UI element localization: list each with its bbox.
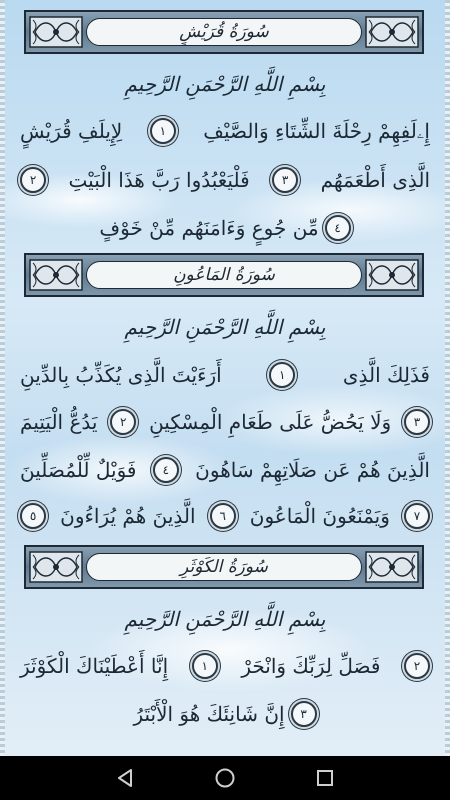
verse-text: فَوَيْلٌ لِّلْمُصَلِّينَ: [20, 458, 137, 482]
verse-line: [20, 452, 430, 488]
verse-line: [20, 113, 430, 149]
verse-text: الَّذِينَ هُمْ عَن صَلَاتِهِمْ سَاهُونَ: [195, 458, 430, 482]
verse-text: لِإِيلَفِ قُرَيْشٍ: [20, 119, 123, 143]
home-icon[interactable]: [214, 767, 236, 789]
ayah-number-marker[interactable]: ٢: [110, 409, 136, 435]
verse-text: الَّذِينَ هُمْ يُرَاءُونَ: [60, 504, 196, 528]
basmala: بِسْمِ اللَّهِ الرَّحْمَنِ الرَّحِيمِ: [124, 72, 326, 96]
ayah-number-marker[interactable]: ٢: [20, 167, 46, 193]
verse-line: [20, 162, 430, 198]
ayah-number-marker[interactable]: ٤: [325, 215, 351, 241]
verse-line: [20, 648, 430, 684]
verse-text: وَلَا يَحُضُّ عَلَى طَعَامِ الْمِسْكِينِ: [149, 410, 392, 434]
android-navigation-bar: [0, 756, 450, 800]
verse-text: مِّن جُوعٍ وَءَامَنَهُم مِّنْ خَوْفٍ: [99, 216, 319, 240]
surah-title: سُورَةُ قُرَيْشٍ: [179, 22, 269, 42]
header-ornament: [365, 551, 419, 583]
surah-title: سُورَةُ المَاعُونِ: [173, 265, 275, 285]
verse-line: [20, 357, 430, 393]
verse-text: فَصَلِّ لِرَبِّكَ وَانْحَرْ: [241, 654, 381, 678]
verse-text: فَلْيَعْبُدُوا رَبَّ هَذَا الْبَيْتِ: [68, 168, 250, 192]
header-ornament: [29, 551, 83, 583]
surah-title: سُورَةُ الكَوْثَرِ: [180, 557, 268, 577]
verse-text: وَيَمْنَعُونَ الْمَاعُونَ: [249, 504, 390, 528]
verse-text: فَذَلِكَ الَّذِى: [342, 363, 430, 387]
verse-line: [20, 404, 430, 440]
verse-text: إِۦلَفِهِمْ رِحْلَةَ الشِّتَاءِ وَالصَّيْفِ: [203, 119, 430, 143]
ayah-number-marker[interactable]: ٦: [210, 503, 236, 529]
verse-line: [20, 210, 430, 246]
surah-header: [24, 10, 424, 54]
ayah-number-marker[interactable]: ٢: [404, 653, 430, 679]
verse-text: إِنَّا أَعْطَيْنَاكَ الْكَوْثَرَ: [20, 654, 169, 678]
verse-text: الَّذِى أَطْعَمَهُم: [320, 168, 430, 192]
ayah-number-marker[interactable]: ١: [150, 118, 176, 144]
ayah-number-marker[interactable]: ١: [269, 362, 295, 388]
ayah-number-marker[interactable]: ٣: [291, 701, 317, 727]
basmala: بِسْمِ اللَّهِ الرَّحْمَنِ الرَّحِيمِ: [124, 607, 326, 631]
verse-line: [20, 696, 430, 732]
surah-header: [24, 545, 424, 589]
header-ornament: [365, 259, 419, 291]
surah-header: [24, 253, 424, 297]
surah-title-frame: [86, 261, 362, 289]
back-icon[interactable]: [114, 767, 136, 789]
ayah-number-marker[interactable]: ٤: [153, 457, 179, 483]
surah-title-frame: [86, 553, 362, 581]
verse-line: [20, 498, 430, 534]
verse-text: إِنَّ شَانِئَكَ هُوَ الْأَبْتَرُ: [133, 702, 285, 726]
verse-text: أَرَءَيْتَ الَّذِى يُكَذِّبُ بِالدِّينِ: [20, 363, 222, 387]
ayah-number-marker[interactable]: ٣: [404, 409, 430, 435]
recent-apps-icon[interactable]: [314, 767, 336, 789]
ayah-number-marker[interactable]: ٣: [272, 167, 298, 193]
header-ornament: [29, 16, 83, 48]
ayah-number-marker[interactable]: ٥: [20, 503, 46, 529]
header-ornament: [29, 259, 83, 291]
ayah-number-marker[interactable]: ٧: [404, 503, 430, 529]
verse-text: يَدُعُّ الْيَتِيمَ: [20, 410, 98, 434]
basmala: بِسْمِ اللَّهِ الرَّحْمَنِ الرَّحِيمِ: [124, 315, 326, 339]
surah-title-frame: [86, 18, 362, 46]
ayah-number-marker[interactable]: ١: [192, 653, 218, 679]
header-ornament: [365, 16, 419, 48]
